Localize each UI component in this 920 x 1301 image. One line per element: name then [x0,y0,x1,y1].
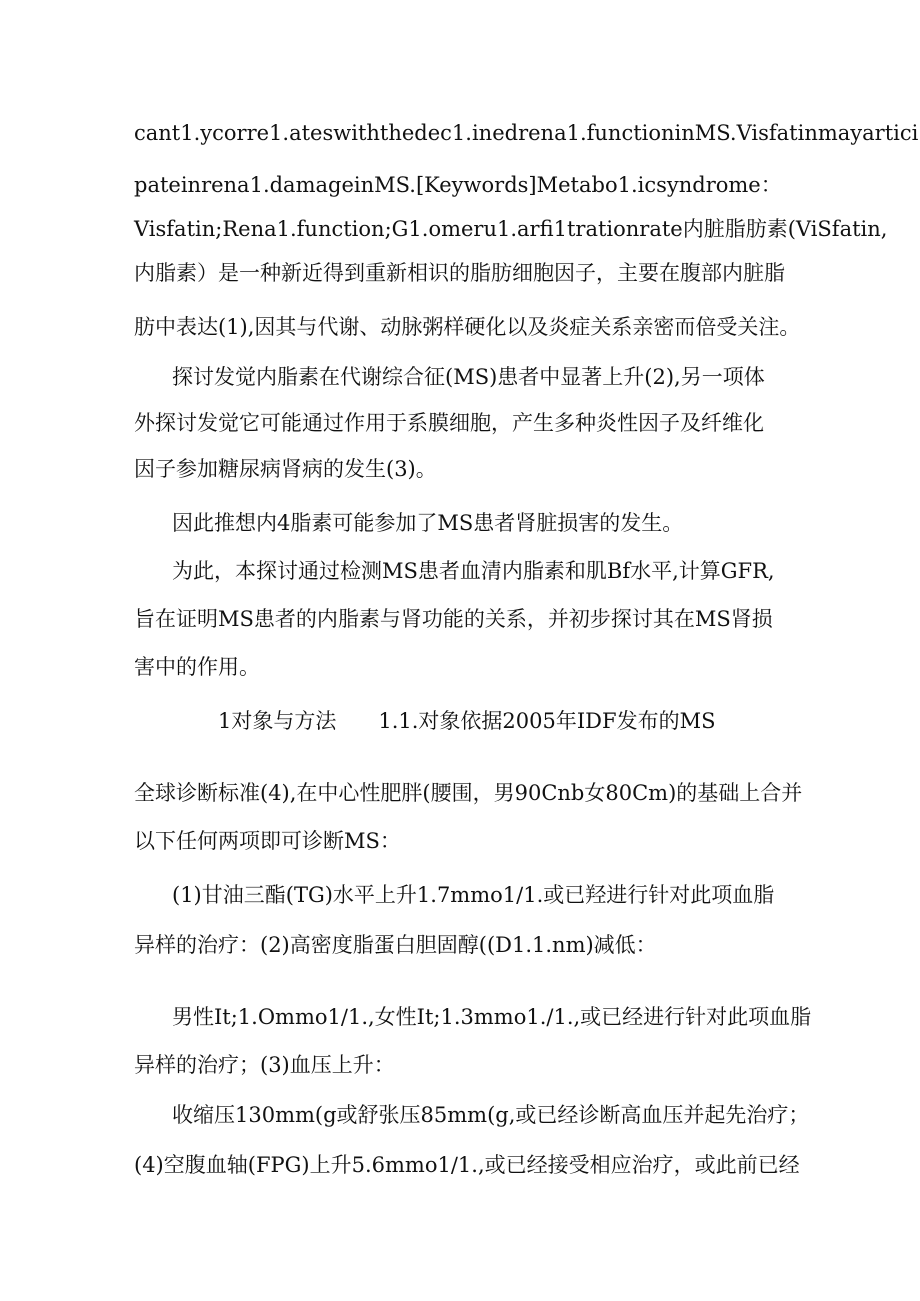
text-line: 收缩压130mm(g或舒张压85mm(g,或已经诊断高血压并起先治疗； [172,1103,810,1127]
text-line: 异样的治疗；(3)血压上升： [134,1053,395,1077]
text-line: 外探讨发觉它可能通过作用于系膜细胞，产生多种炎性因子及纤维化 [134,411,764,435]
text-line: 全球诊断标准(4),在中心性肥胖(腰围，男90Cnb女80Cm)的基础上合并 [134,781,803,805]
text-line: (1)甘油三酯(TG)水平上升1.7mmo1∕1.或已羟进行针对此项血脂 [172,883,775,907]
text-line: 男性It;1.Ommo1∕1.,女性It;1.3mmo1./1.,或已经进行针对此项血脂 [172,1005,812,1029]
text-line: 内脂素）是一种新近得到重新相识的脂肪细胞因子，主要在腹部内脏脂 [134,261,785,285]
text-line: Visfatin;Rena1.function;G1.omeru1.arfi1trationrate内脏脂肪素(ViSfatin, [134,217,888,241]
text-line: 探讨发觉内脂素在代谢综合征(MS)患者中显著上升(2),另一项体 [172,365,765,389]
text-line: cant1.ycorre1.ateswiththedec1.inedrena1.functioninMS.Visfatinmayartici [134,121,919,145]
text-line: 旨在证明MS患者的内脂素与肾功能的关系，并初步探讨其在MS肾损 [134,607,773,631]
text-line: (4)空腹血轴(FPG)上升5.6mmo1∕1.,或已经接受相应治疗，或此前已经 [134,1153,800,1177]
text-line: 肪中表达(1),因其与代谢、动脉粥样硬化以及炎症关系亲密而倍受关注。 [134,315,801,339]
text-line: 为此，本探讨通过检测MS患者血清内脂素和肌Bf水平,计算GFR, [172,559,775,583]
text-line: 害中的作用。 [134,655,260,679]
text-line: 异样的治疗：(2)高密度脂蛋白胆固醇((D1.1.nm)减低： [134,933,657,957]
text-line: pateinrena1.damageinMS.[Keywords]Metabo1.icsyndrome： [134,173,782,197]
section-heading: 1对象与方法 1.1.对象依据2005年IDF发布的MS [218,709,716,733]
text-line: 以下任何两项即可诊断MS： [134,829,401,853]
text-line: 因子参加糖尿病肾病的发生(3)。 [134,457,437,481]
text-line: 因此推想内4脂素可能参加了MS患者肾脏损害的发生。 [172,511,684,535]
